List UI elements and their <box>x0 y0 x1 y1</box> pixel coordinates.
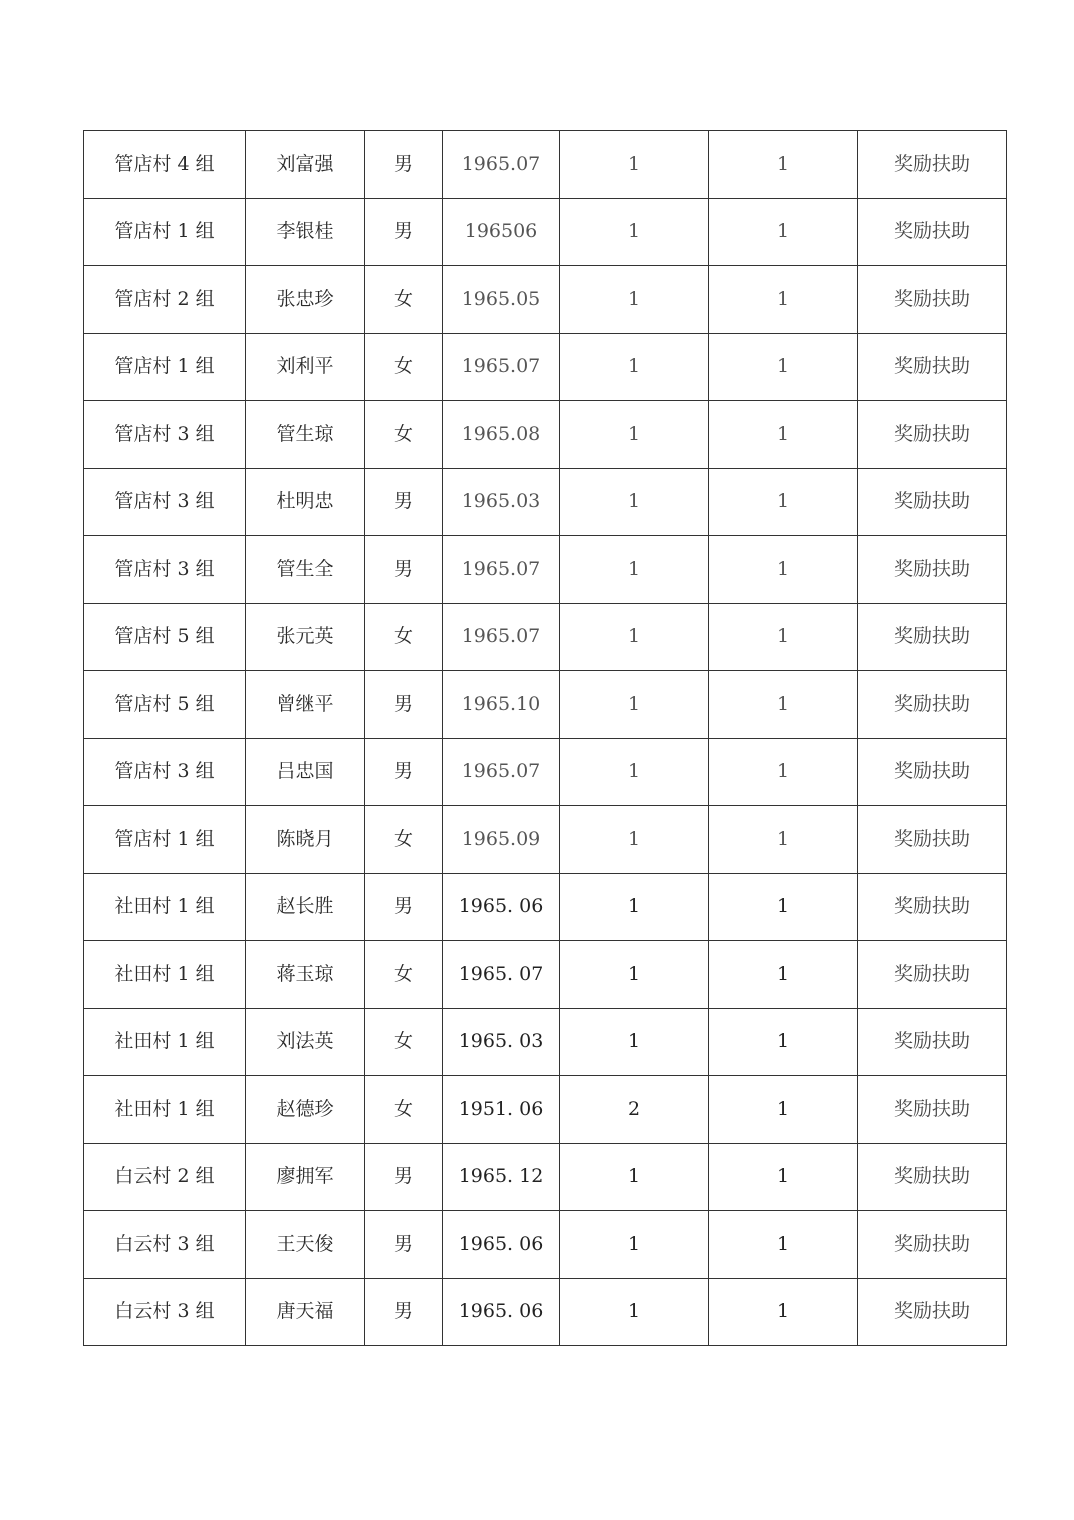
date-cell: 1965.07 <box>443 738 560 806</box>
assistance-type-cell: 奖励扶助 <box>858 603 1007 671</box>
table-row <box>84 266 1007 334</box>
count-cell-b: 1 <box>709 131 858 199</box>
assistance-type-cell: 奖励扶助 <box>858 941 1007 1009</box>
date-cell: 1965.07 <box>443 333 560 401</box>
count-cell-b: 1 <box>709 401 858 469</box>
count-cell-a: 1 <box>560 806 709 874</box>
gender-cell: 男 <box>365 873 443 941</box>
count-cell-a: 1 <box>560 468 709 536</box>
village-cell: 管店村 3 组 <box>84 738 246 806</box>
assistance-type-cell: 奖励扶助 <box>858 671 1007 739</box>
date-cell: 1965.03 <box>443 468 560 536</box>
count-cell-a: 1 <box>560 1008 709 1076</box>
name-cell: 张忠珍 <box>246 266 365 334</box>
gender-cell: 女 <box>365 603 443 671</box>
count-cell-b: 1 <box>709 198 858 266</box>
date-cell: 1965.07 <box>443 536 560 604</box>
gender-cell: 女 <box>365 266 443 334</box>
name-cell: 唐天福 <box>246 1278 365 1346</box>
table-row <box>84 806 1007 874</box>
table-row <box>84 198 1007 266</box>
gender-cell: 女 <box>365 941 443 1009</box>
count-cell-b: 1 <box>709 738 858 806</box>
table-row <box>84 1278 1007 1346</box>
village-cell: 白云村 3 组 <box>84 1278 246 1346</box>
count-cell-a: 1 <box>560 333 709 401</box>
count-cell-b: 1 <box>709 1211 858 1279</box>
assistance-type-cell: 奖励扶助 <box>858 1143 1007 1211</box>
count-cell-a: 1 <box>560 401 709 469</box>
count-cell-a: 1 <box>560 198 709 266</box>
date-cell: 1965.05 <box>443 266 560 334</box>
assistance-type-cell: 奖励扶助 <box>858 738 1007 806</box>
count-cell-b: 1 <box>709 468 858 536</box>
village-cell: 社田村 1 组 <box>84 873 246 941</box>
count-cell-b: 1 <box>709 873 858 941</box>
assistance-type-cell: 奖励扶助 <box>858 536 1007 604</box>
date-cell: 1965. 12 <box>443 1143 560 1211</box>
village-cell: 白云村 3 组 <box>84 1211 246 1279</box>
gender-cell: 男 <box>365 738 443 806</box>
village-cell: 白云村 2 组 <box>84 1143 246 1211</box>
count-cell-b: 1 <box>709 1278 858 1346</box>
assistance-type-cell: 奖励扶助 <box>858 1211 1007 1279</box>
assistance-type-cell: 奖励扶助 <box>858 1076 1007 1144</box>
gender-cell: 女 <box>365 1076 443 1144</box>
count-cell-b: 1 <box>709 603 858 671</box>
gender-cell: 男 <box>365 1211 443 1279</box>
table-row <box>84 131 1007 199</box>
count-cell-a: 1 <box>560 873 709 941</box>
date-cell: 1965.09 <box>443 806 560 874</box>
date-cell: 1951. 06 <box>443 1076 560 1144</box>
gender-cell: 女 <box>365 401 443 469</box>
village-cell: 社田村 1 组 <box>84 1076 246 1144</box>
assistance-type-cell: 奖励扶助 <box>858 131 1007 199</box>
village-cell: 管店村 3 组 <box>84 468 246 536</box>
count-cell-b: 1 <box>709 266 858 334</box>
table-row <box>84 873 1007 941</box>
gender-cell: 女 <box>365 333 443 401</box>
table-row <box>84 401 1007 469</box>
gender-cell: 男 <box>365 468 443 536</box>
village-cell: 管店村 1 组 <box>84 198 246 266</box>
table-row <box>84 671 1007 739</box>
count-cell-b: 1 <box>709 671 858 739</box>
count-cell-a: 2 <box>560 1076 709 1144</box>
table-row <box>84 603 1007 671</box>
count-cell-b: 1 <box>709 1143 858 1211</box>
count-cell-b: 1 <box>709 536 858 604</box>
name-cell: 王天俊 <box>246 1211 365 1279</box>
assistance-type-cell: 奖励扶助 <box>858 806 1007 874</box>
gender-cell: 男 <box>365 671 443 739</box>
gender-cell: 男 <box>365 536 443 604</box>
date-cell: 1965.10 <box>443 671 560 739</box>
village-cell: 管店村 2 组 <box>84 266 246 334</box>
table-row <box>84 1008 1007 1076</box>
assistance-type-cell: 奖励扶助 <box>858 468 1007 536</box>
village-cell: 社田村 1 组 <box>84 941 246 1009</box>
name-cell: 廖拥军 <box>246 1143 365 1211</box>
table-row <box>84 1076 1007 1144</box>
name-cell: 赵德珍 <box>246 1076 365 1144</box>
name-cell: 管生全 <box>246 536 365 604</box>
table-row <box>84 333 1007 401</box>
table-row <box>84 468 1007 536</box>
table-row <box>84 941 1007 1009</box>
date-cell: 1965.07 <box>443 131 560 199</box>
village-cell: 管店村 3 组 <box>84 401 246 469</box>
village-cell: 社田村 1 组 <box>84 1008 246 1076</box>
date-cell: 1965.08 <box>443 401 560 469</box>
count-cell-a: 1 <box>560 738 709 806</box>
village-cell: 管店村 3 组 <box>84 536 246 604</box>
name-cell: 赵长胜 <box>246 873 365 941</box>
date-cell: 196506 <box>443 198 560 266</box>
count-cell-a: 1 <box>560 266 709 334</box>
gender-cell: 女 <box>365 1008 443 1076</box>
date-cell: 1965. 06 <box>443 1211 560 1279</box>
village-cell: 管店村 5 组 <box>84 603 246 671</box>
count-cell-a: 1 <box>560 536 709 604</box>
count-cell-b: 1 <box>709 333 858 401</box>
date-cell: 1965. 06 <box>443 1278 560 1346</box>
assistance-type-cell: 奖励扶助 <box>858 198 1007 266</box>
name-cell: 杜明忠 <box>246 468 365 536</box>
name-cell: 刘利平 <box>246 333 365 401</box>
gender-cell: 男 <box>365 131 443 199</box>
name-cell: 陈晓月 <box>246 806 365 874</box>
assistance-type-cell: 奖励扶助 <box>858 1278 1007 1346</box>
name-cell: 张元英 <box>246 603 365 671</box>
records-table <box>83 130 1007 1346</box>
count-cell-a: 1 <box>560 603 709 671</box>
count-cell-b: 1 <box>709 1076 858 1144</box>
table-body <box>84 131 1007 1346</box>
date-cell: 1965.07 <box>443 603 560 671</box>
village-cell: 管店村 1 组 <box>84 806 246 874</box>
count-cell-a: 1 <box>560 1143 709 1211</box>
name-cell: 刘法英 <box>246 1008 365 1076</box>
assistance-type-cell: 奖励扶助 <box>858 401 1007 469</box>
village-cell: 管店村 1 组 <box>84 333 246 401</box>
date-cell: 1965. 07 <box>443 941 560 1009</box>
name-cell: 刘富强 <box>246 131 365 199</box>
count-cell-b: 1 <box>709 1008 858 1076</box>
assistance-type-cell: 奖励扶助 <box>858 1008 1007 1076</box>
name-cell: 李银桂 <box>246 198 365 266</box>
table-row <box>84 1143 1007 1211</box>
count-cell-a: 1 <box>560 131 709 199</box>
date-cell: 1965. 06 <box>443 873 560 941</box>
assistance-type-cell: 奖励扶助 <box>858 266 1007 334</box>
gender-cell: 男 <box>365 1143 443 1211</box>
assistance-type-cell: 奖励扶助 <box>858 873 1007 941</box>
assistance-type-cell: 奖励扶助 <box>858 333 1007 401</box>
date-cell: 1965. 03 <box>443 1008 560 1076</box>
name-cell: 吕忠国 <box>246 738 365 806</box>
name-cell: 蒋玉琼 <box>246 941 365 1009</box>
count-cell-a: 1 <box>560 1211 709 1279</box>
count-cell-b: 1 <box>709 806 858 874</box>
gender-cell: 男 <box>365 198 443 266</box>
count-cell-a: 1 <box>560 1278 709 1346</box>
name-cell: 管生琼 <box>246 401 365 469</box>
village-cell: 管店村 4 组 <box>84 131 246 199</box>
count-cell-a: 1 <box>560 671 709 739</box>
gender-cell: 女 <box>365 806 443 874</box>
table-row <box>84 536 1007 604</box>
count-cell-a: 1 <box>560 941 709 1009</box>
gender-cell: 男 <box>365 1278 443 1346</box>
count-cell-b: 1 <box>709 941 858 1009</box>
table-row <box>84 738 1007 806</box>
table-row <box>84 1211 1007 1279</box>
village-cell: 管店村 5 组 <box>84 671 246 739</box>
name-cell: 曾继平 <box>246 671 365 739</box>
